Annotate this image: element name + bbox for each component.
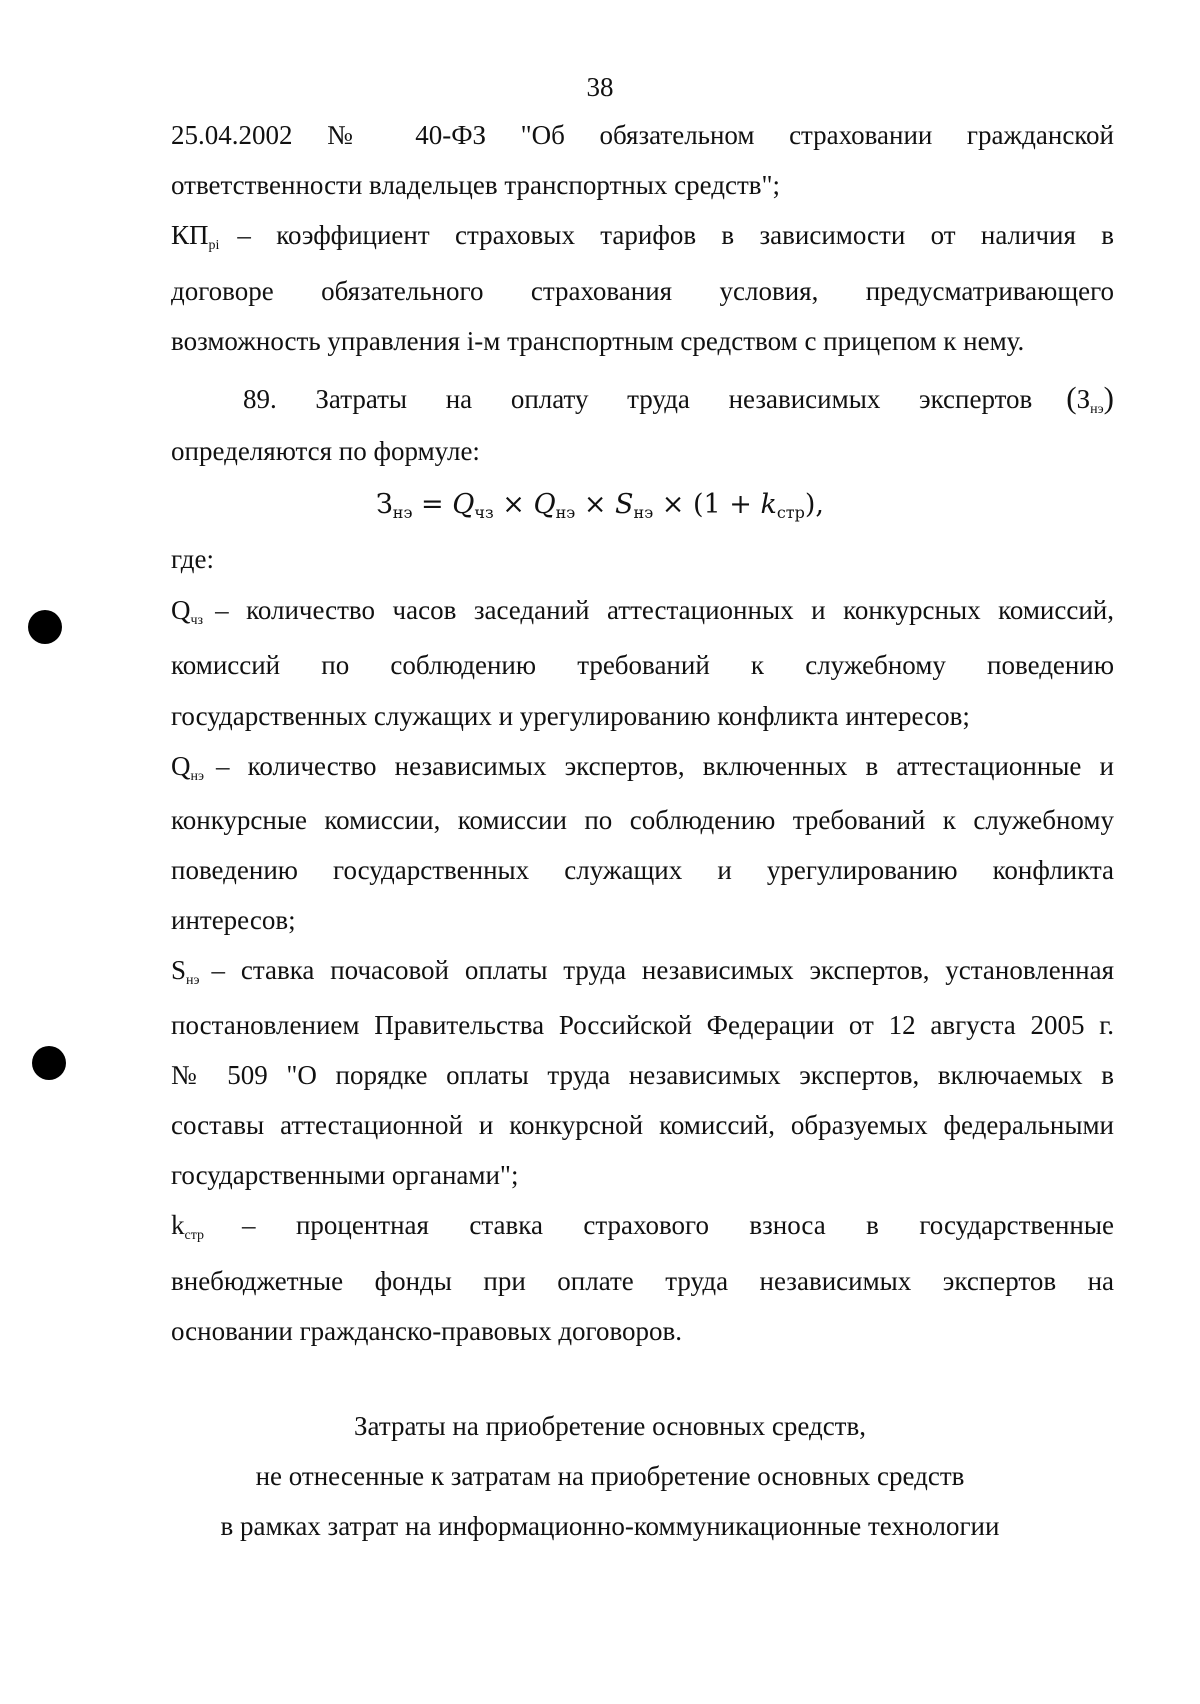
punch-hole-top bbox=[28, 610, 62, 644]
sne-definition-line-3: № 509 "О порядке оплаты труда независимых экспертов, включаемых в bbox=[171, 1060, 1114, 1090]
sne-definition-line-4: составы аттестационной и конкурсной комиссий, образуемых федеральными bbox=[171, 1110, 1114, 1140]
section-heading-line-3: в рамках затрат на информационно-коммуникационные технологии bbox=[220, 1511, 1000, 1541]
qne-definition-line-4: интересов; bbox=[171, 905, 296, 935]
where-label: где: bbox=[171, 544, 214, 574]
sne-symbol: $S_{нэ}$ bbox=[171, 955, 200, 988]
qne-definition-line-3: поведению государственных служащих и урегулированию конфликта bbox=[171, 855, 1114, 885]
item-89-text: 89. Затраты на оплату труда независимых экспертов bbox=[243, 384, 1033, 414]
sne-definition-line-2: постановлением Правительства Российской Федерации от 12 августа 2005 г. bbox=[171, 1010, 1114, 1040]
qcz-definition-line-2: комиссий по соблюдению требований к служебному поведению bbox=[171, 650, 1114, 680]
kp-definition-line-2: договоре обязательного страхования условия, предусматривающего bbox=[171, 276, 1114, 306]
kp-definition-line-3: возможность управления i-м транспортным средством с прицепом к нему. bbox=[171, 326, 1025, 356]
kp-symbol: $КП_{pi}$ bbox=[171, 220, 220, 253]
kstr-symbol: $k_{стр}$ bbox=[171, 1210, 205, 1243]
section-heading-line-1: Затраты на приобретение основных средств, bbox=[354, 1411, 866, 1441]
kp-definition-text: – коэффициент страховых тарифов в зависимости от наличия в bbox=[237, 220, 1114, 250]
qcz-definition-line-1 bbox=[171, 593, 1114, 627]
formula: $З_{нэ} = Q_{чз} \times Q_{нэ} \times S_{нэ} \times (1 + k_{стр})$, bbox=[375, 489, 825, 522]
intro-line-2: ответственности владельцев транспортных средств"; bbox=[171, 170, 781, 200]
page-number: 38 bbox=[586, 72, 614, 102]
kstr-definition-text: – процентная ставка страхового взноса в государственные bbox=[242, 1210, 1114, 1240]
item-89-symbol: $(З_{нэ})$ bbox=[1066, 380, 1114, 417]
qcz-definition-text: – количество часов заседаний аттестационных и конкурсных комиссий, bbox=[215, 595, 1114, 625]
qcz-symbol: $Q_{чз}$ bbox=[171, 595, 204, 628]
kstr-definition-line-1 bbox=[171, 1208, 1114, 1242]
intro-line-1: 25.04.2002 № 40-ФЗ "Об обязательном страховании гражданской bbox=[171, 120, 1114, 150]
kp-definition-line-1 bbox=[171, 218, 1114, 252]
item-89-line-2: определяются по формуле: bbox=[171, 436, 480, 466]
kstr-definition-line-3: основании гражданско-правовых договоров. bbox=[171, 1316, 683, 1346]
item-89-line-1 bbox=[243, 381, 1114, 416]
sne-definition-text: – ставка почасовой оплаты труда независимых экспертов, установленная bbox=[211, 955, 1114, 985]
section-heading-line-2: не отнесенные к затратам на приобретение основных средств bbox=[255, 1461, 965, 1491]
qne-definition-text: – количество независимых экспертов, включенных в аттестационные и bbox=[216, 751, 1114, 781]
kstr-definition-line-2: внебюджетные фонды при оплате труда независимых экспертов на bbox=[171, 1266, 1114, 1296]
sne-definition-line-1 bbox=[171, 953, 1114, 987]
qcz-definition-line-3: государственных служащих и урегулированию конфликта интересов; bbox=[171, 701, 970, 731]
qne-definition-line-1 bbox=[171, 749, 1114, 783]
sne-definition-line-5: государственными органами"; bbox=[171, 1160, 519, 1190]
punch-hole-bottom bbox=[32, 1046, 66, 1080]
qne-symbol: $Q_{нэ}$ bbox=[171, 751, 205, 784]
qne-definition-line-2: конкурсные комиссии, комиссии по соблюдению требований к служебному bbox=[171, 805, 1114, 835]
